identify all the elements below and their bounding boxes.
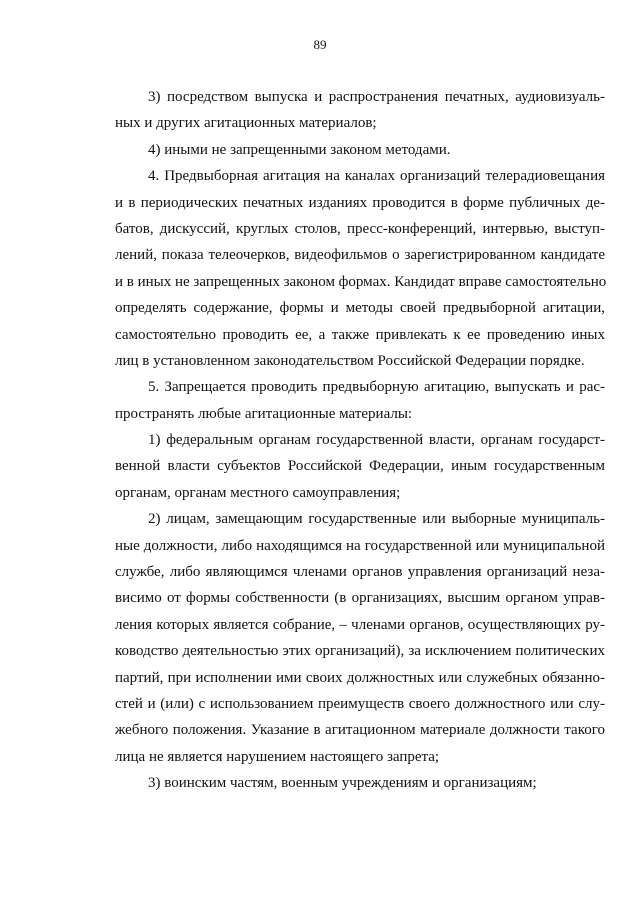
text-line: ления которых является собрание, – членами органов, осуществляющих ру- (115, 616, 605, 633)
text-line: 1) федеральным органам государственной власти, органам государст- (148, 432, 605, 449)
text-line: и в периодических печатных изданиях проводится в форме публичных де- (115, 194, 605, 211)
text-line: 3) посредством выпуска и распространения печатных, аудиовизуаль- (148, 89, 605, 105)
text-line: жебного положения. Указание в агитационном материале должности такого (115, 722, 605, 739)
text-line: ные должности, либо находящимся на государственной или муниципальной (115, 537, 605, 554)
text-line: партий, при исполнении ими своих должностных или служебных обязанно- (115, 669, 605, 686)
text-line: 3) воинским частям, военным учреждениям и организациям; (148, 775, 537, 792)
text-line: службе, либо являющимся членами органов управления организаций неза- (115, 564, 605, 581)
text-line: ных и других агитационных материалов; (115, 115, 377, 132)
text-line: лица не является нарушением настоящего запрета; (115, 748, 440, 765)
text-line: и в иных не запрещенных законом формах. Кандидат вправе самостоятельно (115, 273, 607, 290)
text-line: 4) иными не запрещенными законом методами. (148, 141, 451, 158)
text-line: 2) лицам, замещающим государственные или выборные муниципаль- (148, 511, 605, 528)
text-line: лений, показа телеочерков, видеофильмов о зарегистрированном кандидате (115, 247, 605, 264)
text-line: стей и (или) с использованием преимуществ своего должностного или слу- (115, 695, 605, 712)
text-line: висимо от формы собственности (в организациях, высшим органом управ- (115, 590, 605, 607)
text-line: батов, дискуссий, круглых столов, пресс-конференций, интервью, выступ- (115, 220, 605, 237)
text-line: органам, органам местного самоуправления; (115, 484, 401, 501)
text-line: венной власти субъектов Российской Федерации, иным государственным (115, 458, 605, 475)
page-number: 89 (313, 37, 327, 52)
text-line: пространять любые агитационные материалы: (115, 405, 413, 422)
text-line: 4. Предвыборная агитация на каналах организаций телерадиовещания (148, 168, 605, 185)
text-line: 5. Запрещается проводить предвыборную агитацию, выпускать и рас- (148, 379, 605, 396)
document-text (115, 84, 605, 797)
text-line: лиц в установленном законодательством Российской Федерации порядке. (115, 352, 585, 369)
text-line: определять содержание, формы и методы своей предвыборной агитации, (115, 300, 605, 317)
text-line: ководство деятельностью этих организаций), за исключением политических (115, 643, 605, 660)
text-line: самостоятельно проводить ее, а также привлекать к ее проведению иных (115, 326, 605, 343)
